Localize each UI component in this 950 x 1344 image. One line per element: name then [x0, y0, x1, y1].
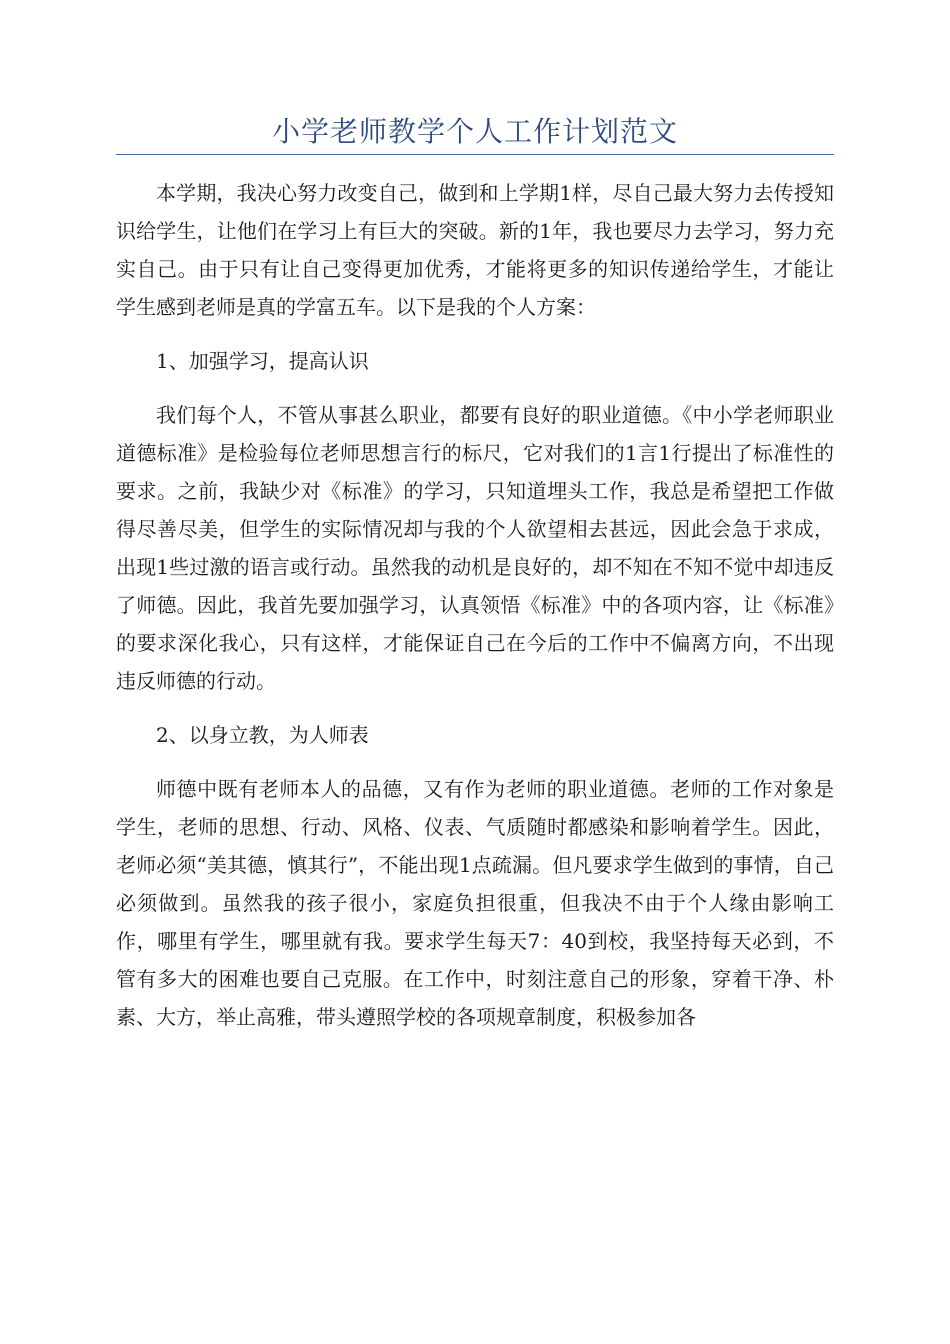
paragraph-section-1: 我们每个人，不管从事甚么职业，都要有良好的职业道德。《中小学老师职业道德标准》是检验每位老师思想言行的标尺，它对我们的1言1行提出了标准性的要求。之前，我缺少对《标准》的学习，只知道埋头工作，我总是希望把工作做得尽善尽美，但学生的实际情况却与我的个人欲望相去甚远，因此会急于求成，出现1些过激的语言或行动。虽然我的动机是良好的，却不知在不知不觉中却违反了师德。因此，我首先要加强学习，认真领悟《标准》中的各项内容，让《标准》的要求深化我心，只有这样，才能保证自己在今后的工作中不偏离方向，不出现违反师德的行动。 [116, 403, 834, 693]
paragraph-intro: 本学期，我决心努力改变自己，做到和上学期1样，尽自己最大努力去传授知识给学生，让他们在学习上有巨大的突破。新的1年，我也要尽力去学习，努力充实自己。由于只有让自己变得更加优秀，才能将更多的知识传递给学生，才能让学生感到老师是真的学富五车。以下是我的个人方案： [116, 181, 834, 319]
document-title: 小学老师教学个人工作计划范文 [271, 115, 678, 148]
paragraph-section-2: 师德中既有老师本人的品德，又有作为老师的职业道德。老师的工作对象是学生，老师的思想、行动、风格、仪表、气质随时都感染和影响着学生。因此，老师必须“美其德，慎其行”，不能出现1点疏漏。但凡要求学生做到的事情，自己必须做到。虽然我的孩子很小，家庭负担很重，但我决不由于个人缘由影响工作，哪里有学生，哪里就有我。要求学生每天7：40到校，我坚持每天必到，不管有多大的困难也要自己克服。在工作中，时刻注意自己的形象，穿着干净、朴素、大方，举止高雅，带头遵照学校的各项规章制度，积极参加各 [116, 777, 834, 1029]
section-heading-2: 2、以身立教，为人师表 [156, 723, 369, 747]
title-underline [116, 154, 834, 155]
document-body [116, 174, 834, 1052]
section-heading-1: 1、加强学习，提高认识 [156, 349, 369, 373]
